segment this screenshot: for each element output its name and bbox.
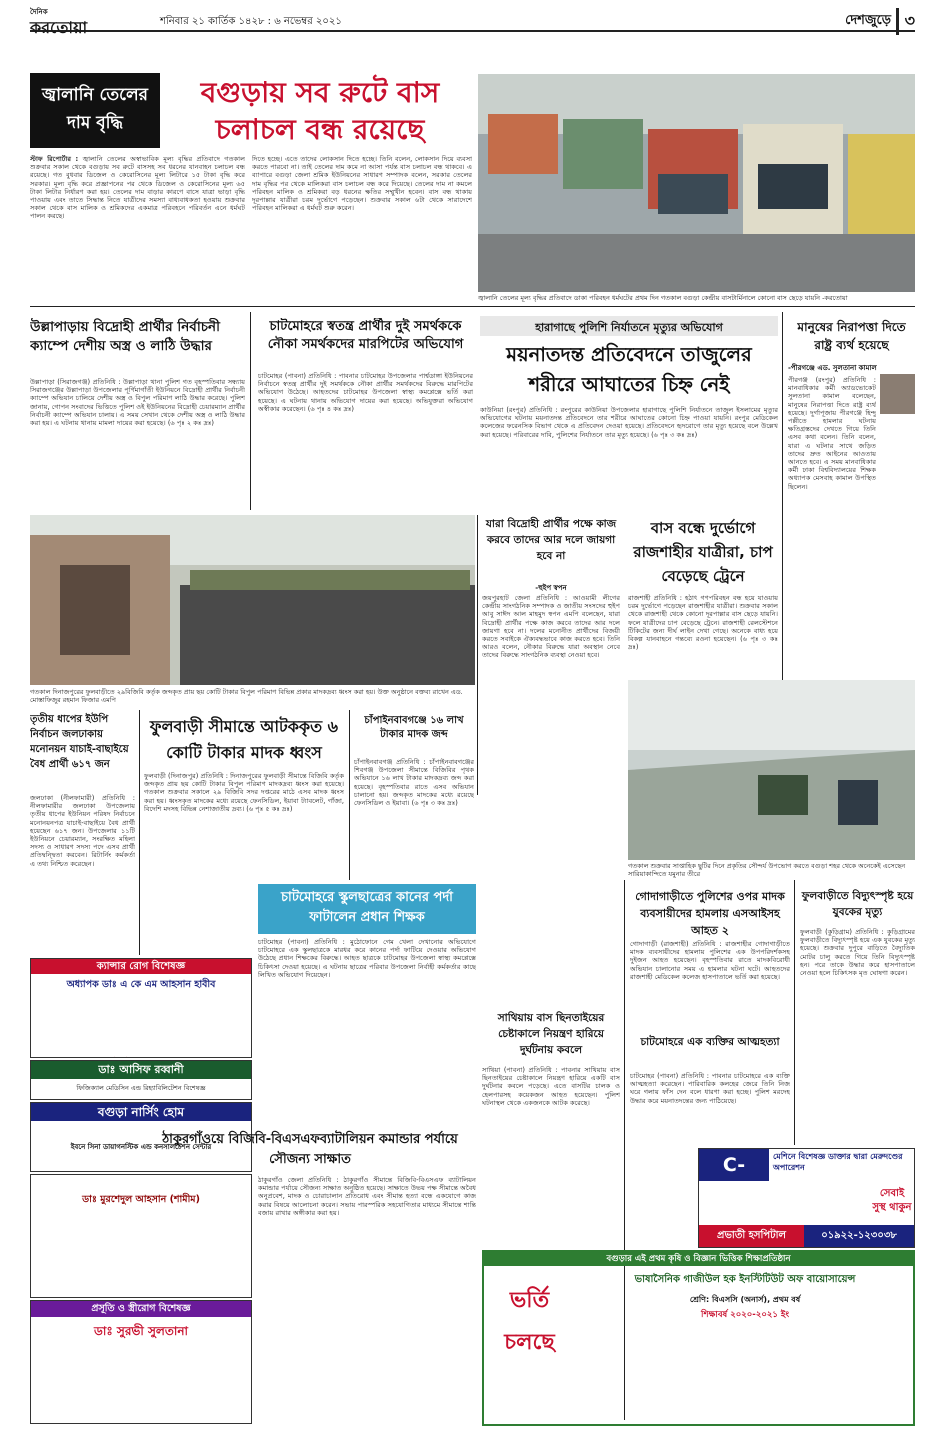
border-body: ঠাকুরগাঁও জেলা প্রতিনিধি : ঠাকুরগাঁও সীমান্তে বিজিবি-বিএসএফ ব্যাটালিয়ন কমান্ডার পর্যায়ে সৌজন্য সাক্ষাত অনুষ্ঠিত হয়েছে। সাক্ষাতে উভয় পক্ষ সীমান্তে অবৈধ অনুপ্রবেশ, মাদক ও চোরাচালান প্রতিরোধ এবং সীমান্ত হত্যা বন্ধে একযোগে কাজ করার বিষয়ে আলোচনা করেন। সভায় পারস্পরিক সহযোগিতার মাধ্যমে সীমান্তে শান্তি বজায় রাখার অঙ্গীকার করা হয়। (258, 1176, 476, 1217)
divider (139, 710, 140, 955)
feature-body: কাউনিয়া (রংপুর) প্রতিনিধি : রংপুরের কাউনিয়া উপজেলার হারাগাছে পুলিশি নির্যাতনে তাজুল ইসলামের মৃত্যুর অভিযোগের ঘটনায় ময়নাতদন্ত প্রতিবেদনে তার শরীরে আঘাতের কোনো চিহ্ন পাওয়া যায়নি। রংপুর মেডিকেল কলেজের ফরেনসিক বিভাগ থেকে এ প্রতিবেদন দেওয়া হয়েছে। প্রতিবেদনে হৃদরোগে তার মৃত্যু হয়েছে বলে উল্লেখ করা হয়েছে। পরিবারের দাবি, পুলিশের নির্যাতনে তার মৃত্যু হয়েছে। (৬ পৃঃ ৩ কঃ দ্রঃ) (480, 406, 778, 439)
divider (477, 515, 478, 795)
electric-headline: ফুলবাড়ীতে বিদ্যুৎস্পৃষ্ট হয়ে যুবকের মৃত্যু (801, 890, 914, 918)
rights-headline: মানুষের নিরাপত্তা দিতে রাষ্ট্র ব্যর্থ হয়েছে (797, 320, 906, 352)
cancer-ad: ক্যান্সার রোগ বিশেষজ্ঞ অধ্যাপক ডাঃ এ কে এম আহসান হাবীব (30, 958, 252, 1058)
chapai-headline: চাঁপাইনবাবগঞ্জে ১৬ লাখ টাকার মাদক জব্দ (364, 715, 464, 740)
bus-photo-svg (478, 74, 915, 292)
ceremony-photo-svg (30, 515, 475, 685)
s2-headline: চাটমোহরে স্বতন্ত্র প্রার্থীর দুই সমর্থককে নৌকা সমর্থকদের মারপিটের অভিযোগ (267, 319, 464, 352)
chapai-body: চাঁপাইনবাবগঞ্জ প্রতিনিধি : চাঁপাইনবাবগঞ্জের শিবগঞ্জ উপজেলা সীমান্তে বিজিবির পৃথক অভিযানে ১৬ লাখ টাকার মাদকদ্রব্য জব্দ করা হয়েছে। বৃহস্পতিবার রাতে এসব অভিযান চালানো হয়। জব্দকৃত মাদকের মধ্যে রয়েছে ফেনসিডিল ও ইয়াবা। (৬ পৃঃ ৩ কঃ দ্রঃ) (354, 758, 474, 808)
godagari-body: গোদাগাড়ী (রাজশাহী) প্রতিনিধি : রাজশাহীর গোদাগাড়ীতে মাদক ব্যবসায়ীদের হামলায় পুলিশের এক উপপরিদর্শকসহ দুইজন আহত হয়েছেন। বৃহস্পতিবার রাতে মাদকবিরোধী অভিযান চালানোর সময় এ হামলার ঘটনা ঘটে। আহতদের রাজশাহী মেডিকেল কলেজ হাসপাতালে ভর্তি করা হয়েছে। (630, 940, 790, 981)
suicide-body: চাটমোহর (পাবনা) প্রতিনিধি : পাবনার চাটমোহরে এক ব্যক্তি আত্মহত্যা করেছেন। পারিবারিক কলহের জেরে তিনি নিজ ঘরে গলায় ফাঁস দেন বলে ধারণা করা হচ্ছে। পুলিশ মরদেহ উদ্ধার করে ময়নাতদন্তের জন্য পাঠিয়েছে। (630, 1072, 790, 1105)
rights-body: পীরগঞ্জ (রংপুর) প্রতিনিধি : মানবাধিকার কর্মী অ্যাডভোকেট সুলতানা কামাল বলেছেন, মানুষের নিরাপত্তা দিতে রাষ্ট্র ব্যর্থ হয়েছে। দুর্গাপূজায় পীরগঞ্জে হিন্দু পল্লীতে হামলার ঘটনায় ক্ষতিগ্রস্তদের দেখতে গিয়ে তিনি এসব কথা বলেন। তিনি বলেন, যারা এ ঘটনার সাথে জড়িত তাদের দ্রুত আইনের আওতায় আনতে হবে। এ সময় মানবাধিকার কর্মী ঢাকা বিশ্ববিদ্যালয়ের শিক্ষক অধ্যাপক মেসবাহ কামাল উপস্থিত ছিলেন। (788, 376, 876, 491)
cardiology-ad: ডাঃ মুরশেদুল আহসান (শামীম) (30, 1174, 252, 1298)
admission-badge: ভর্তি চলছে (504, 1288, 555, 1355)
suicide-headline: চাটমোহরে এক ব্যক্তির আত্মহত্যা (640, 1036, 780, 1048)
rebel-headline: যারা বিদ্রোহী প্রার্থীর পক্ষে কাজ করবে তাদের আর দলে জায়গা হবে না (485, 518, 617, 562)
river-photo-caption: গতকাল শুক্রবার সাপ্তাহিক ছুটির দিনে প্রকৃতির সৌন্দর্য উপভোগ করতে বগুড়া শহর থেকে অনেকেই এসেছেন সারিয়াকান্দিতে যমুনার তীরে (628, 862, 906, 878)
teacher-headline-box: চাটমোহরে স্কুলছাত্রের কানের পর্দা ফাটালেন প্রধান শিক্ষক (258, 884, 476, 934)
nursing-home-ad: বগুড়া নার্সিং হোম ইবনে সিনা ডায়াগনস্টিক এন্ড কনসালটেশন সেন্টার (30, 1102, 252, 1172)
masthead (30, 7, 915, 37)
carm-badge: C-ARM (699, 1149, 769, 1181)
rajshahi-body: রাজশাহী প্রতিনিধি : হঠাৎ গণপরিবহন বন্ধ হয়ে যাওয়ায় চরম দুর্ভোগে পড়েছেন রাজশাহীর যাত্রীরা। শুক্রবার সকাল থেকে রাজশাহী থেকে কোনো দূরপাল্লার বাস ছেড়ে যায়নি। ফলে যাত্রীদের চাপ বেড়েছে ট্রেনে। রাজশাহী রেলস্টেশনে টিকিটের জন্য দীর্ঘ লাইন দেখা গেছে। অনেকে বাধ্য হয়ে বিকল্প যানবাহনে গন্তব্যে রওনা হয়েছেন। (৬ পৃঃ ৩ কঃ দ্রঃ) (628, 594, 778, 652)
bus-photo-caption: জ্বালানি তেলের মূল্য বৃদ্ধির প্রতিবাদে ডাকা পরিবহন ধর্মঘটের প্রথম দিন গতকাল বগুড়া কেন্দ্রীয় বাসটার্মিনালে কোনো বাস ছেড়ে যায়নি -করতোয়া (478, 294, 848, 302)
feature-headline: ময়নাতদন্ত প্রতিবেদনে তাজুলের শরীরে আঘাতের চিহ্ন নেই (506, 343, 752, 396)
s2-body: চাটমোহর (পাবনা) প্রতিনিধি : পাবনার চাটমোহর উপজেলার পার্শ্বডাঙ্গা ইউনিয়নের নির্বাচনে স্বতন্ত্র প্রার্থীর দুই সমর্থককে নৌকা প্রার্থীর সমর্থকদের বিরুদ্ধে মারপিটের অভিযোগ উঠেছে। আহতদের চাটমোহর উপজেলা স্বাস্থ্য কমপ্লেক্সে ভর্তি করা হয়েছে। এ ঘটনায় থানায় অভিযোগ দায়ের করা হয়েছে। অভিযুক্তরা অভিযোগ অস্বীকার করেছেন। (৬ পৃঃ ৪ কঃ দ্রঃ) (258, 372, 473, 413)
s1-body: উল্লাপাড়া (সিরাজগঞ্জ) প্রতিনিধি : উল্লাপাড়া থানা পুলিশ গত বৃহস্পতিবার সন্ধ্যায় সিরাজগঞ্জের উল্লাপাড়া উপজেলার পূর্ণিমাগাঁতী ইউনিয়নে বিদ্রোহী প্রার্থীর নির্বাচনী ক্যাম্পে অভিযান চালিয়ে দেশীয় অস্ত্র ও বিপুল পরিমাণ লাঠি উদ্ধার করেছে। পুলিশ জানায়, গোপন সংবাদের ভিত্তিতে পুলিশ ওই ইউনিয়নের বিদ্রোহী চেয়ারম্যান প্রার্থীর নির্বাচনী ক্যাম্পে অভিযান চালায়। এ সময় সেখান থেকে দেশীয় অস্ত্র ও লাঠি উদ্ধার করা হয়। এ ঘটনায় থানায় মামলা দায়ের করা হয়েছে। (৬ পৃঃ ২ কঃ দ্রঃ) (30, 378, 245, 428)
bus-terminal-photo (478, 74, 915, 292)
border-body-continued (144, 1030, 252, 1120)
candidates-body: জলঢাকা (নীলফামারী) প্রতিনিধি : নীলফামারীর জলঢাকা উপজেলায় তৃতীয় ধাপের ইউনিয়ন পরিষদ নির্বাচনে মনোনয়নপত্র যাচাই-বাছাইয়ে বৈধ প্রার্থী হয়েছেন ৬১৭ জন। উপজেলার ১১টি ইউনিয়নে চেয়ারম্যান, সংরক্ষিত মহিলা সদস্য ও সাধারণ সদস্য পদে এসব প্রার্থী প্রতিদ্বন্দ্বিতা করবেন। রিটার্নিং কর্মকর্তা এ তথ্য নিশ্চিত করেছেন। (30, 794, 135, 868)
river-photo-svg (628, 680, 915, 860)
divider (349, 710, 350, 880)
theft-body: সাথিয়া (পাবনা) প্রতিনিধি : পাবনার সাথিয়ায় বাস ছিনতাইয়ের চেষ্টাকালে নিয়ন্ত্রণ হারিয়ে একটি বাস দুর্ঘটনার কবলে পড়েছে। এতে বাসটির চালক ও হেলপারসহ কয়েকজন আহত হয়েছেন। পুলিশ ঘটনাস্থল থেকে একজনকে আটক করেছে। (482, 1066, 620, 1107)
river-photo (628, 680, 915, 860)
page-number: ৩ (896, 8, 915, 35)
lead-body-left: স্টাফ রিপোর্টার : জ্বালানি তেলের অস্বাভাবিক মূল্য বৃদ্ধির প্রতিবাদে গতকাল শুক্রবার সকাল থেকে বগুড়ায় সব রুটে বাসসহ সব ধরনের যানবাহন চলাচল বন্ধ রয়েছে। গত বুধবার ডিজেল ও কেরোসিনের মূল্য লিটারে ১৫ টাকা বৃদ্ধি করে সরকার। মূল্য বৃদ্ধি করে প্রজ্ঞাপনের পর থেকে ডিজেল ও কেরোসিনের মূল্য ৬৫ টাকা লিটার নির্ধারণ করা হয়। তেলের দাম বাড়ার কারণে বাসে যাত্রা ভাড়া বৃদ্ধি পাওয়ায় এবং তাতে সিদ্ধান্ত নিতে যাত্রীদের সমস্যা বাধ্যবাধকতা হওয়ায় শুক্রবার সকাল থেকে বাস মালিক ও শ্রমিকদের একমাত্র পরিবহনে পরিবর্তন এনে ধর্মঘট পালন করছে। (30, 155, 245, 221)
rajshahi-headline: বাস বন্ধে দুর্ভোগে রাজশাহীর যাত্রীরা, চাপ বেড়েছে ট্রেনে (633, 519, 773, 585)
teacher-body: চাটমোহর (পাবনা) প্রতিনিধি : মুঠোফোনে গেম খেলা দেখানোর অভিযোগে চাটমোহরে এক স্কুলছাত্রকে মারধর করে কানের পর্দা ফাটিয়ে দেওয়ার অভিযোগ উঠেছে প্রধান শিক্ষকের বিরুদ্ধে। আহত ছাত্রকে চাটমোহর উপজেলা স্বাস্থ্য কমপ্লেক্সে চিকিৎসা দেওয়া হয়েছে। এ ঘটনায় ছাত্রের পরিবার উপজেলা নির্বাহী কর্মকর্তার কাছে লিখিত অভিযোগ দিয়েছেন। (258, 938, 476, 979)
dateline: শনিবার ২১ কার্তিক ১৪২৮ : ৬ নভেম্বর ২০২১ (160, 16, 342, 27)
drugs-body: ফুলবাড়ী (দিনাজপুর) প্রতিনিধি : দিনাজপুরের ফুলবাড়ী সীমান্তে বিজিবি কর্তৃক জব্দকৃত প্রায় ছয় কোটি টাকার বিপুল পরিমাণ মাদকদ্রব্য ধ্বংস করা হয়েছে। গতকাল শুক্রবার সকালে ২৯ বিজিবি সদর দপ্তরের মাঠে এসব মাদক ধ্বংস করা হয়। ধ্বংসকৃত মাদকের মধ্যে রয়েছে ফেনসিডিল, ইয়াবা ট্যাবলেট, গাঁজা, বিদেশি মদসহ বিভিন্ন নেশাজাতীয় দ্রব্য। (৬ পৃঃ ৫ কঃ দ্রঃ) (144, 772, 344, 813)
candidates-headline: তৃতীয় ধাপের ইউপি নির্বাচন জলঢাকায় মনোনয়ন যাচাই-বাছাইয়ে বৈধ প্রার্থী ৬১৭ জন (30, 714, 129, 770)
carm-ad: C-ARM মেশিনে বিশেষজ্ঞ ডাক্তার দ্বারা মেরুদণ্ডের অপারেশন সেবাই সুস্থ থাকুন প্রভাতী হসপিটাল ০১৯২২-১২৩০৩৮ (698, 1148, 915, 1248)
admission-ad: বগুড়ার এই প্রথম কৃষি ও বিজ্ঞান ভিত্তিক শিক্ষাপ্রতিষ্ঠান ভর্তি চলছে ভাষাসৈনিক গাজীউল হক ইনস্টিটিউট অফ বায়োসায়েন্স শ্রেণি: বিএসসি (অনার্স), প্রথম বর্ষ শিক্ষাবর্ষ ২০২০-২০২১ ইং (482, 1250, 915, 1426)
newspaper-logo: দৈনিক করতোয়া (30, 7, 88, 37)
border-headline: ঠাকুরগাঁওয়ে বিজিবি-বিএসএফব্যাটালিয়ন কমান্ডার পর্যায়ে সৌজন্য সাক্ষাত (162, 1132, 458, 1167)
lead-headline: বগুড়ায় সব রুটে বাস চলাচল বন্ধ রয়েছে (200, 76, 440, 146)
theft-headline: সাথিয়ায় বাস ছিনতাইয়ের চেষ্টাকালে নিয়ন্ত্রণ হারিয়ে দুর্ঘটনায় কবলে (497, 1012, 605, 1056)
drug-destruction-photo (30, 515, 475, 685)
feature-kicker-bar: হারাগাছে পুলিশি নির্যাতনে মৃত্যুর অভিযোগ (480, 316, 778, 336)
s1-headline: উল্লাপাড়ায় বিদ্রোহী প্রার্থীর নির্বাচনী ক্যাম্পে দেশীয় অস্ত্র ও লাঠি উদ্ধার (30, 319, 220, 354)
divider (30, 306, 915, 307)
rebel-body: জয়পুরহাট জেলা প্রতিনিধি : আওয়ামী লীগের কেন্দ্রীয় সাংগঠনিক সম্পাদক ও জাতীয় সংসদের হুইপ আবু সাঈদ আল মাহমুদ স্বপন এমপি বলেছেন, যারা বিদ্রোহী প্রার্থীর পক্ষে কাজ করবে তাদের আর দলে জায়গা হবে না। দলের মনোনীত প্রার্থীদের বিজয়ী করতে সবাইকে ঐক্যবদ্ধভাবে কাজ করতে হবে। তিনি আরও বলেন, নৌকার বিরুদ্ধে যারা অবস্থান নেবে তাদের বিরুদ্ধে সাংগঠনিক ব্যবস্থা নেওয়া হবে। (482, 594, 620, 660)
physio-ad: ডাঃ আসিফ রব্বানী ফিজিক্যাল মেডিসিন এন্ড রিহ্যাবিলিটেশন বিশেষজ্ঞ (30, 1060, 252, 1100)
godagari-headline: গোদাগাড়ীতে পুলিশের ওপর মাদক ব্যবসায়ীদের হামলায় এসআইসহ আহত ২ (635, 890, 785, 936)
divider (250, 312, 251, 510)
lead-body-mid: দিতে হচ্ছে। এতে তাদের লোকসান দিতে হচ্ছে। তিনি বলেন, লোকসান দিয়ে ব্যবসা করতে পারবো না। তাই তেলের দাম কমে না আসা পর্যন্ত বাস চলাচল বন্ধ থাকবে। এ ব্যাপারে বগুড়া জেলা শ্রমিক ইউনিয়নের সাধারণ সম্পাদক বলেন, সরকার তেলের দাম বৃদ্ধির পর থেকে মালিকরা বাস চলাচল বন্ধ করে দিয়েছে। তেলের দাম না কমলে পরিবহন মালিক ও শ্রমিকরা বড় ধরনের ক্ষতির সম্মুখীন হবেন। বাস বন্ধ থাকায় দূরপাল্লার যাত্রীরা চরম দুর্ভোগে পড়েছেন। শুক্রবার সকাল ৬টা থেকে সারাদেশে পরিবহন মালিকরা এ ধর্মঘট শুরু করেন। (252, 155, 472, 213)
lead-kicker: জ্বালানি তেলের দাম বৃদ্ধি (30, 73, 160, 148)
rights-sub: -পীরগঞ্জে এড. সুলতানা কামাল (788, 364, 877, 372)
drug-photo-caption: গতকাল দিনাজপুরের ফুলবাড়ীতে ২৯বিজিবি কর্তৃক জব্দকৃত প্রায় ছয় কোটি টাকার বিপুল পরিমাণ বিভিন্ন প্রকার মাদকদ্রব্য ধ্বংস করা হয়। উক্ত অনুষ্ঠানে বক্তব্য রাখেন এড. মোস্তাফিজুর রহমান ফিজার এমপি (30, 688, 463, 704)
divider (794, 880, 795, 1145)
gynecology-ad: প্রসূতি ও স্ত্রীরোগ বিশেষজ্ঞ ডাঃ সুরভী সুলতানা (30, 1300, 252, 1424)
section-title: দেশজুড়ে (845, 13, 891, 28)
rebel-sub: -হুইপ স্বপন (535, 584, 567, 592)
drugs-headline: ফুলবাড়ী সীমান্তে আটককৃত ৬ কোটি টাকার মাদক ধ্বংস (149, 717, 339, 762)
portrait-photo (880, 374, 915, 414)
electric-body: ফুলবাড়ী (কুড়িগ্রাম) প্রতিনিধি : কুড়িগ্রামের ফুলবাড়ীতে বিদ্যুৎস্পৃষ্ট হয়ে এক যুবকের মৃত্যু হয়েছে। শুক্রবার দুপুরে বাড়িতে বৈদ্যুতিক মোটর চালু করতে গিয়ে তিনি বিদ্যুৎস্পৃষ্ট হন। পরে তাকে উদ্ধার করে হাসপাতালে নেওয়া হলে চিকিৎসক মৃত ঘোষণা করেন। (800, 928, 915, 978)
